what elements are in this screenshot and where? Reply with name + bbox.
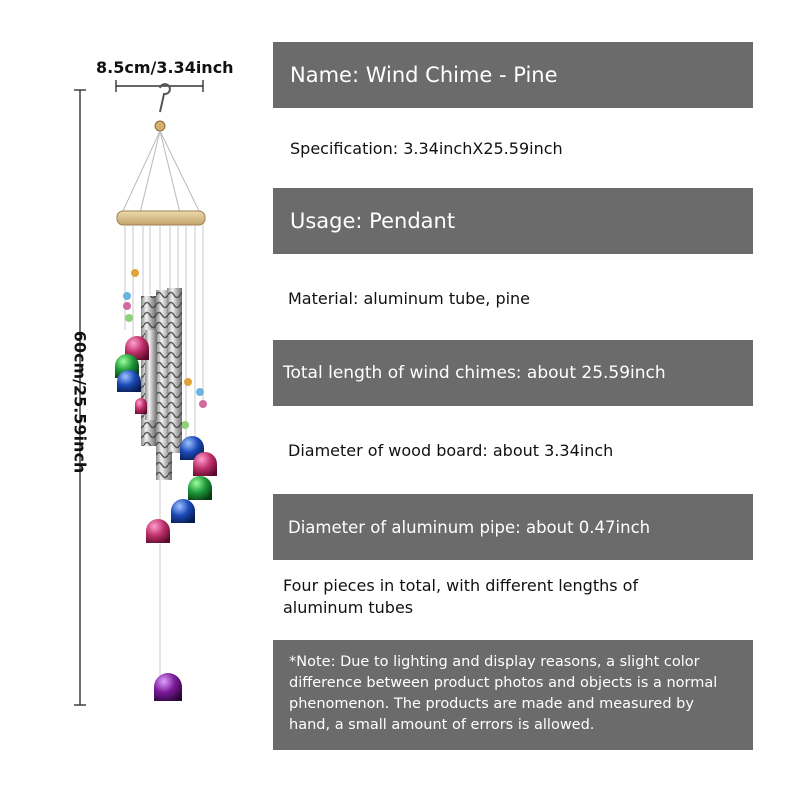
spec-wood-diameter-text: Diameter of wood board: about 3.34inch <box>288 440 614 460</box>
wind-chime-illustration <box>0 0 270 800</box>
spec-material-text: Material: aluminum tube, pine <box>288 288 531 308</box>
spec-total-length-bar <box>273 340 753 406</box>
note-text: *Note: Due to lighting and display reasons, a slight color difference between product photos and objects is a normal phenomenon. The products are made and measured by hand, a small amount of errors is allowed. <box>289 654 718 733</box>
spec-name-bar <box>273 42 753 108</box>
spec-pipe-diameter-text: Diameter of aluminum pipe: about 0.47inch <box>288 517 651 537</box>
spec-usage-text: Usage: Pendant <box>290 209 456 233</box>
spec-usage-bar <box>273 188 753 254</box>
spec-specification-row <box>273 128 753 168</box>
spec-pieces-row <box>273 575 713 625</box>
hook-icon <box>160 84 170 112</box>
spec-material-row <box>273 278 753 318</box>
spec-pieces-text: Four pieces in total, with different lengths of aluminum tubes <box>283 576 639 617</box>
spec-total-length-text: Total length of wind chimes: about 25.59inch <box>283 363 666 383</box>
aluminum-tubes <box>141 288 182 480</box>
height-dimension-label: 60cm/25.59inch <box>70 330 90 474</box>
width-dimension-label: 8.5cm/3.34inch <box>96 58 234 77</box>
spec-pipe-diameter-bar <box>273 494 753 560</box>
spec-specification-text: Specification: 3.34inchX25.59inch <box>290 138 563 158</box>
spec-wood-diameter-row <box>273 430 753 470</box>
wood-board <box>117 211 205 225</box>
width-dimension-line <box>116 80 203 92</box>
spec-name-text: Name: Wind Chime - Pine <box>290 63 558 87</box>
note-box <box>273 640 753 750</box>
